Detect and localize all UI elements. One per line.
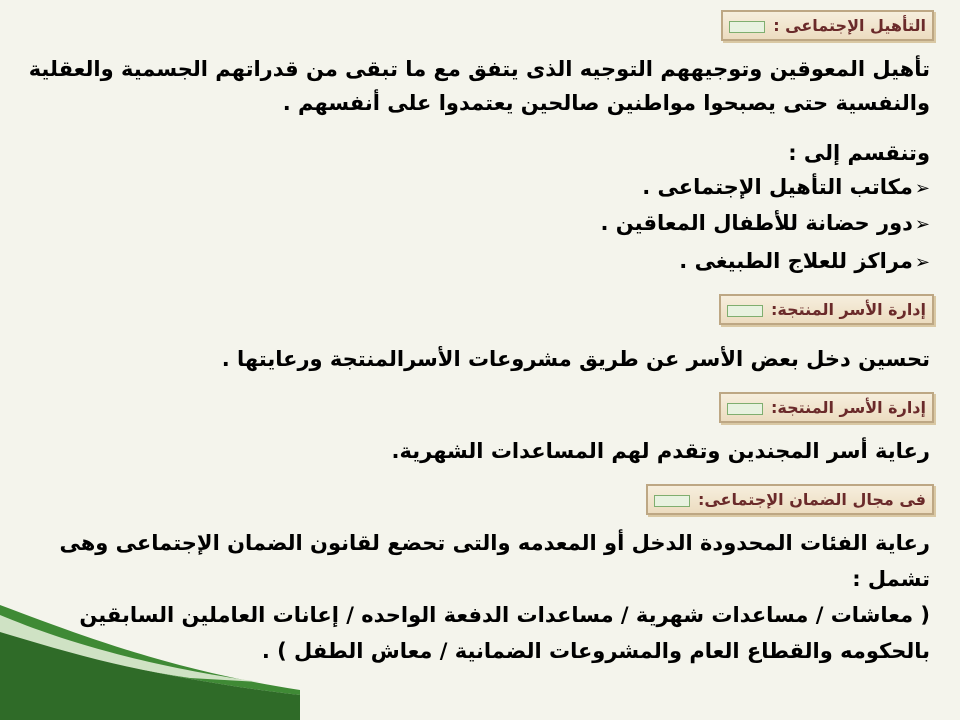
section1-heading-text: التأهيل الإجتماعى : — [773, 16, 926, 35]
bullet-text: مكاتب التأهيل الإجتماعى . — [642, 175, 913, 199]
section1-paragraph-line-1: تأهيل المعوقين وتوجيههم التوجيه الذى يتفق مع ما تبقى من قدراتهم الجسمية والعقلية — [28, 57, 930, 81]
arrow-bullet-icon: ➢ — [914, 214, 930, 235]
section2-paragraph: تحسين دخل بعض الأسر عن طريق مشروعات الأسرالمنتجة ورعايتها . — [221, 347, 930, 371]
section1-bullet-1 — [642, 172, 930, 204]
arrow-bullet-icon: ➢ — [914, 178, 930, 199]
heading-decor-box — [654, 495, 690, 507]
section1-intro: وتنقسم إلى : — [788, 141, 930, 165]
heading-decor-box — [729, 21, 765, 33]
bullet-text: دور حضانة للأطفال المعاقين . — [600, 211, 913, 235]
heading-decor-box — [727, 305, 763, 317]
section1-bullet-2 — [600, 208, 930, 240]
section3-paragraph: رعاية أسر المجندين وتقدم لهم المساعدات الشهرية. — [391, 439, 930, 463]
section4-heading-text: فى مجال الضمان الإجتماعى: — [697, 490, 926, 509]
arrow-bullet-icon: ➢ — [914, 252, 930, 273]
bullet-text: مراكز للعلاج الطبيغى . — [679, 249, 913, 273]
section4-paragraph-line-1: رعاية الفئات المحدودة الدخل أو المعدمه والتى تحضع لقانون الضمان الإجتماعى وهى — [59, 531, 930, 555]
section2-heading-text: إدارة الأسر المنتجة: — [771, 300, 926, 319]
section4-paragraph-line-4: بالحكومه والقطاع العام والمشروعات الضمانية / معاش الطفل ) . — [261, 639, 930, 663]
section2-heading — [719, 294, 934, 325]
section3-heading-text: إدارة الأسر المنتجة: — [771, 398, 926, 417]
section1-paragraph-line-2: والنفسية حتى يصبحوا مواطنين صالحين يعتمدوا على أنفسهم . — [282, 91, 930, 115]
section3-heading — [719, 392, 934, 423]
section4-heading — [646, 484, 934, 515]
section4-paragraph-line-2: تشمل : — [852, 567, 930, 591]
section1-bullet-3 — [679, 246, 930, 278]
heading-decor-box — [727, 403, 763, 415]
section4-paragraph-line-3: ( معاشات / مساعدات شهرية / مساعدات الدفعة الواحده / إعانات العاملين السابقين — [79, 603, 930, 627]
section1-heading — [721, 10, 934, 41]
